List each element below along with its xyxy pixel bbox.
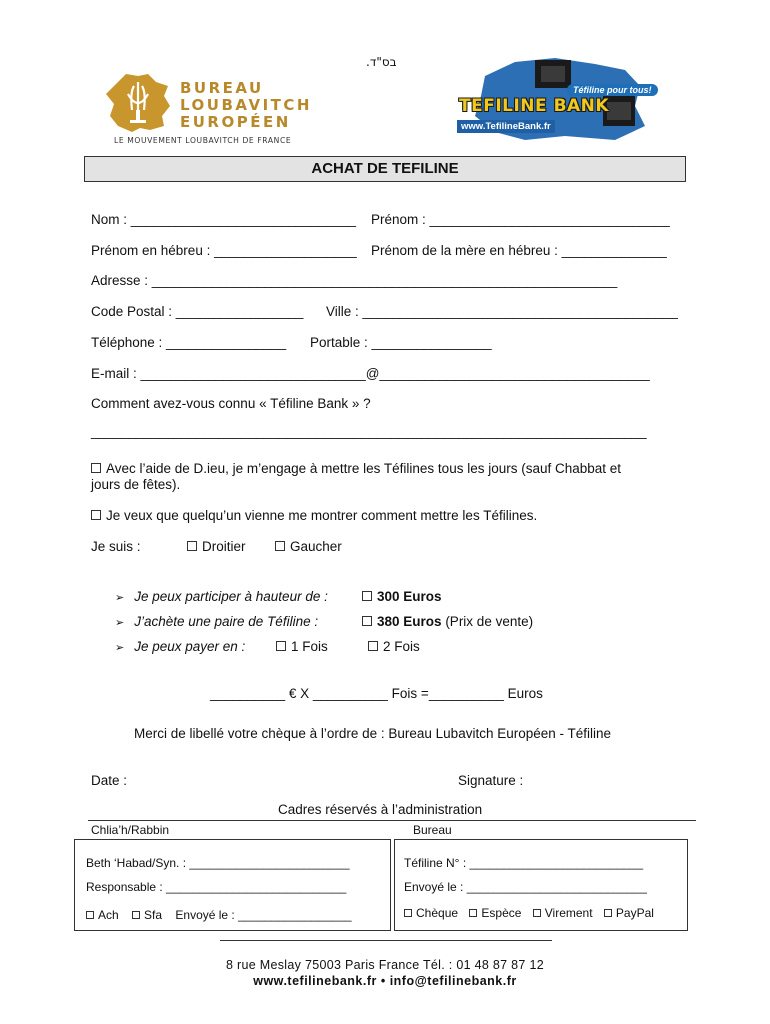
adresse-field[interactable]: Adresse : ______________________________________________________________ bbox=[91, 273, 618, 288]
admin-left-label: Chlia’h/Rabbin bbox=[91, 823, 170, 837]
tefiline-bank-logo bbox=[455, 56, 655, 142]
cheque-option[interactable]: Chèque bbox=[404, 906, 458, 920]
payment-method-options bbox=[404, 906, 654, 920]
droitier-checkbox[interactable] bbox=[187, 541, 197, 551]
page-title: ACHAT DE TEFILINE bbox=[84, 156, 686, 182]
tefiline-no-field[interactable]: Téfiline N° : __________________________ bbox=[404, 856, 644, 870]
email-field[interactable]: E-mail : ______________________________@____________________________________ bbox=[91, 366, 650, 381]
admin-heading: Cadres réservés à l’administration bbox=[278, 802, 483, 817]
bureau-loubavitch-logo bbox=[104, 72, 319, 150]
responsable-field[interactable]: Responsable : ___________________________ bbox=[86, 880, 347, 894]
participer-checkbox[interactable] bbox=[362, 591, 372, 601]
participer-option[interactable]: 300 Euros bbox=[362, 589, 442, 604]
bureau-logo-text: BUREAU LOUBAVITCH EUROPÉEN bbox=[180, 79, 312, 131]
payer-label: ➢ Je peux payer en : bbox=[115, 639, 246, 654]
envoye-left-field[interactable]: Envoyé le : _________________ bbox=[175, 908, 352, 922]
telephone-field[interactable]: Téléphone : ________________ bbox=[91, 335, 287, 350]
participer-label: ➢ Je peux participer à hauteur de : bbox=[115, 589, 328, 604]
espece-checkbox[interactable] bbox=[469, 909, 477, 917]
gaucher-option[interactable]: Gaucher bbox=[275, 539, 342, 554]
admin-right-label: Bureau bbox=[413, 823, 452, 837]
arrow-bullet-icon: ➢ bbox=[115, 616, 125, 629]
prenom-mere-field[interactable]: Prénom de la mère en hébreu : ______________ bbox=[371, 243, 667, 258]
achete-option[interactable]: 380 Euros (Prix de vente) bbox=[362, 614, 533, 629]
paypal-checkbox[interactable] bbox=[604, 909, 612, 917]
engagement-line-2: jours de fêtes). bbox=[91, 477, 181, 492]
payment-formula[interactable]: __________ € X __________ Fois =__________ Euros bbox=[210, 686, 543, 701]
cheque-note: Merci de libellé votre chèque à l’ordre de : Bureau Lubavitch Européen - Téfiline bbox=[134, 726, 612, 741]
une-fois-checkbox[interactable] bbox=[276, 641, 286, 651]
signature-field[interactable]: Signature : bbox=[458, 773, 524, 788]
je-suis-label: Je suis : bbox=[91, 539, 141, 554]
arrow-bullet-icon: ➢ bbox=[115, 591, 125, 604]
deux-fois-checkbox[interactable] bbox=[368, 641, 378, 651]
beth-habad-field[interactable]: Beth ‘Habad/Syn. : ________________________ bbox=[86, 856, 350, 870]
ach-option[interactable]: Ach bbox=[86, 908, 119, 922]
bank-slogan: Téfiline pour tous! bbox=[567, 84, 658, 96]
prenom-field[interactable]: Prénom : ________________________________ bbox=[371, 212, 670, 227]
deux-fois-option[interactable]: 2 Fois bbox=[368, 639, 420, 654]
comment-question: Comment avez-vous connu « Téfiline Bank » ? bbox=[91, 396, 371, 411]
virement-option[interactable]: Virement bbox=[533, 906, 593, 920]
nom-field[interactable]: Nom : ______________________________ bbox=[91, 212, 356, 227]
droitier-option[interactable]: Droitier bbox=[187, 539, 246, 554]
engagement-line-1[interactable]: Avec l’aide de D.ieu, je m’engage à mettre les Téfilines tous les jours (sauf Chabbat et bbox=[91, 461, 621, 476]
admin-divider bbox=[88, 820, 696, 821]
code-postal-field[interactable]: Code Postal : _________________ bbox=[91, 304, 304, 319]
envoye-right-field[interactable]: Envoyé le : ___________________________ bbox=[404, 880, 647, 894]
sfa-option[interactable]: Sfa bbox=[132, 908, 162, 922]
footer-address: 8 rue Meslay 75003 Paris France Tél. : 01 48 87 87 12 bbox=[226, 958, 544, 972]
show-me-option[interactable]: Je veux que quelqu’un vienne me montrer comment mettre les Téfilines. bbox=[91, 508, 537, 523]
achete-label: ➢ J’achète une paire de Téfiline : bbox=[115, 614, 319, 629]
virement-checkbox[interactable] bbox=[533, 909, 541, 917]
ville-field[interactable]: Ville : __________________________________________ bbox=[326, 304, 678, 319]
show-me-checkbox[interactable] bbox=[91, 510, 101, 520]
paypal-option[interactable]: PayPal bbox=[604, 906, 654, 920]
cheque-checkbox[interactable] bbox=[404, 909, 412, 917]
footer-divider bbox=[220, 940, 552, 941]
arrow-bullet-icon: ➢ bbox=[115, 641, 125, 654]
comment-field[interactable]: __________________________________________________________________________ bbox=[91, 424, 647, 439]
date-field[interactable]: Date : bbox=[91, 773, 128, 788]
bureau-logo-subtitle: LE MOUVEMENT LOUBAVITCH DE FRANCE bbox=[114, 136, 292, 145]
achete-checkbox[interactable] bbox=[362, 616, 372, 626]
ach-checkbox[interactable] bbox=[86, 911, 94, 919]
espece-option[interactable]: Espèce bbox=[469, 906, 521, 920]
hebrew-mark: בס"ד. bbox=[366, 55, 397, 69]
bank-url: www.TefilineBank.fr bbox=[457, 120, 555, 133]
footer-contact[interactable]: www.tefilinebank.fr • info@tefilinebank.fr bbox=[253, 974, 517, 988]
prenom-hebreu-field[interactable]: Prénom en hébreu : ___________________ bbox=[91, 243, 357, 258]
une-fois-option[interactable]: 1 Fois bbox=[276, 639, 328, 654]
france-map-icon bbox=[104, 72, 174, 134]
bank-title: TEFILINE BANK bbox=[459, 96, 610, 116]
admin-left-options bbox=[86, 908, 352, 922]
portable-field[interactable]: Portable : ________________ bbox=[310, 335, 492, 350]
engagement-checkbox[interactable] bbox=[91, 463, 101, 473]
gaucher-checkbox[interactable] bbox=[275, 541, 285, 551]
sfa-checkbox[interactable] bbox=[132, 911, 140, 919]
